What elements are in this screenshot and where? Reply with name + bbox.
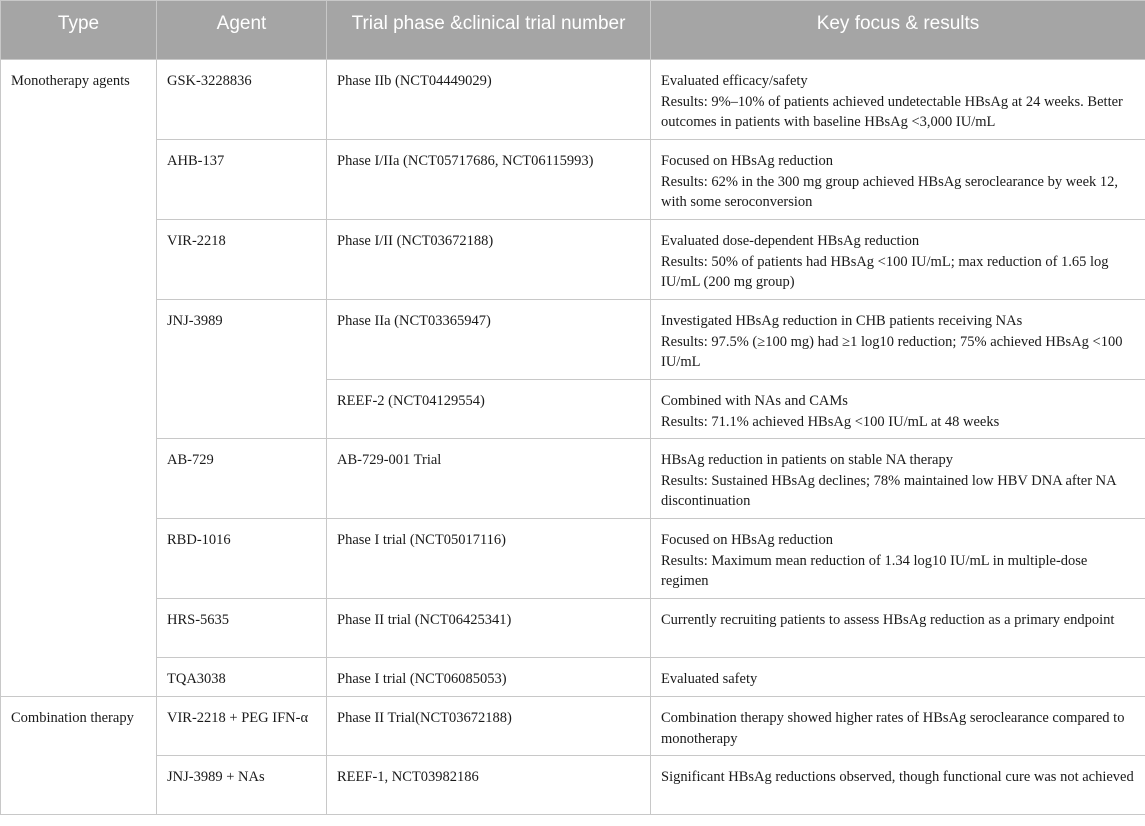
- agent-cell: VIR-2218 + PEG IFN-α: [157, 697, 327, 756]
- focus-cell: [651, 60, 1145, 140]
- focus-line: Results: 97.5% (≥100 mg) had ≥1 log10 reduction; 75% achieved HBsAg <100 IU/mL: [661, 333, 1123, 370]
- focus-cell: [651, 599, 1145, 658]
- table-row: [1, 220, 1145, 300]
- focus-line: Results: Maximum mean reduction of 1.34 log10 IU/mL in multiple-dose regimen: [661, 552, 1088, 589]
- focus-cell: [651, 697, 1145, 756]
- header-focus: Key focus & results: [651, 1, 1145, 60]
- trial-cell: Phase IIa (NCT03365947): [327, 300, 651, 380]
- agent-cell: AB-729: [157, 439, 327, 519]
- header-row: [1, 1, 1145, 60]
- focus-cell: [651, 300, 1145, 380]
- focus-cell: [651, 140, 1145, 220]
- header-type: Type: [1, 1, 157, 60]
- agent-cell: HRS-5635: [157, 599, 327, 658]
- trial-cell: Phase IIb (NCT04449029): [327, 60, 651, 140]
- table-row: [1, 140, 1145, 220]
- trial-cell: Phase I trial (NCT05017116): [327, 519, 651, 599]
- type-cell: Monotherapy agents: [1, 60, 157, 697]
- table-row: [1, 519, 1145, 599]
- focus-line: Currently recruiting patients to assess HBsAg reduction as a primary endpoint: [661, 612, 1115, 628]
- trial-cell: Phase I trial (NCT06085053): [327, 658, 651, 697]
- trial-cell: Phase II Trial(NCT03672188): [327, 697, 651, 756]
- table-row: [1, 756, 1145, 815]
- table-row: [1, 658, 1145, 697]
- focus-line: Results: 50% of patients had HBsAg <100 IU/mL; max reduction of 1.65 log IU/mL (200 mg group): [661, 253, 1109, 290]
- focus-line: HBsAg reduction in patients on stable NA therapy: [661, 452, 953, 468]
- type-cell: Combination therapy: [1, 697, 157, 815]
- trial-cell: REEF-1, NCT03982186: [327, 756, 651, 815]
- agent-cell: JNJ-3989 + NAs: [157, 756, 327, 815]
- focus-line: Results: 9%–10% of patients achieved undetectable HBsAg at 24 weeks. Better outcomes in patients with baseline HBsAg <3,000 IU/mL: [661, 93, 1123, 130]
- focus-line: Evaluated safety: [661, 671, 758, 687]
- focus-line: Evaluated dose-dependent HBsAg reduction: [661, 233, 920, 249]
- trial-cell: Phase II trial (NCT06425341): [327, 599, 651, 658]
- trial-cell: Phase I/IIa (NCT05717686, NCT06115993): [327, 140, 651, 220]
- focus-cell: [651, 439, 1145, 519]
- table-row: [1, 439, 1145, 519]
- agent-cell: AHB-137: [157, 140, 327, 220]
- focus-cell: [651, 380, 1145, 439]
- header-agent: Agent: [157, 1, 327, 60]
- agent-cell: VIR-2218: [157, 220, 327, 300]
- header-trial: Trial phase &clinical trial number: [327, 1, 651, 60]
- focus-line: Focused on HBsAg reduction: [661, 532, 833, 548]
- agent-cell: TQA3038: [157, 658, 327, 697]
- table-row: [1, 60, 1145, 140]
- table-row: [1, 599, 1145, 658]
- focus-line: Results: Sustained HBsAg declines; 78% maintained low HBV DNA after NA discontinuation: [661, 472, 1116, 509]
- trial-cell: AB-729-001 Trial: [327, 439, 651, 519]
- focus-line: Evaluated efficacy/safety: [661, 73, 808, 89]
- focus-cell: [651, 519, 1145, 599]
- table-row: [1, 300, 1145, 380]
- trial-cell: Phase I/II (NCT03672188): [327, 220, 651, 300]
- agent-cell: RBD-1016: [157, 519, 327, 599]
- agent-cell: JNJ-3989: [157, 300, 327, 439]
- table-row: [1, 697, 1145, 756]
- focus-line: Significant HBsAg reductions observed, though functional cure was not achieved: [661, 769, 1134, 785]
- focus-cell: [651, 756, 1145, 815]
- agent-cell: GSK-3228836: [157, 60, 327, 140]
- trial-cell: REEF-2 (NCT04129554): [327, 380, 651, 439]
- focus-line: Combined with NAs and CAMs: [661, 393, 848, 409]
- focus-cell: [651, 658, 1145, 697]
- focus-cell: [651, 220, 1145, 300]
- focus-line: Results: 71.1% achieved HBsAg <100 IU/mL at 48 weeks: [661, 413, 1000, 430]
- focus-line: Investigated HBsAg reduction in CHB patients receiving NAs: [661, 313, 1023, 329]
- focus-line: Focused on HBsAg reduction: [661, 153, 833, 169]
- focus-line: Results: 62% in the 300 mg group achieved HBsAg seroclearance by week 12, with some seroconversion: [661, 173, 1119, 210]
- focus-line: Combination therapy showed higher rates of HBsAg seroclearance compared to monotherapy: [661, 710, 1125, 747]
